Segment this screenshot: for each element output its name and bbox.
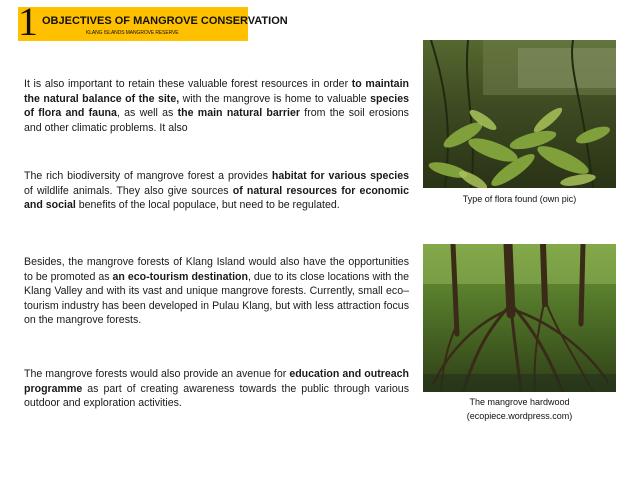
body-text: Besides, the mangrove forests of Klang Island would also have the opportunities to be promoted as: [24, 256, 409, 283]
body-text: as part of creating awareness towards the public through various outdoor and exploration activities.: [24, 382, 409, 409]
flora-caption: Type of flora found (own pic): [462, 194, 577, 204]
body-text: with the mangrove is home to valuable: [179, 92, 371, 105]
emphasis-text: the main natural barrier: [177, 107, 300, 119]
body-text: benefits of the local populace, but need to be regulated.: [75, 199, 340, 211]
emphasis-text: of natural resources for economic and social: [24, 184, 410, 211]
paragraph-1: [24, 77, 409, 135]
mangrove-caption-line2: (ecopiece.wordpress.com): [466, 411, 573, 421]
emphasis-text: education and outreach programme: [24, 368, 410, 395]
body-text: , due to its close locations with the Klang Valley and with its vast and unique mangrove forests. Currently, small eco–tourism industry has been developed in Pulau Klang, but with less attraction focus on the mangrove forests.: [24, 270, 409, 326]
flora-photo: [423, 40, 616, 188]
emphasis-text: habitat for various species: [271, 170, 410, 182]
paragraph-4: [24, 367, 409, 411]
page-subtitle: KLANG ISLANDS MANGROVE RESERVE: [86, 30, 179, 36]
page-title: OBJECTIVES OF MANGROVE CONSERVATION: [42, 15, 288, 27]
paragraph-3: [24, 255, 409, 328]
body-text: , as well as: [116, 107, 178, 119]
body-text: from the soil erosions and other climatic problems. It also: [24, 107, 409, 134]
body-text: The rich biodiversity of mangrove forest a provides: [24, 170, 272, 182]
mangrove-photo: [423, 244, 616, 392]
body-text: It is also important to retain these valuable forest resources in order: [24, 78, 352, 90]
mangrove-caption-line1: The mangrove hardwood: [469, 397, 570, 407]
paragraph-2: [24, 169, 409, 213]
emphasis-text: an eco-tourism destination: [112, 270, 248, 283]
emphasis-text: to maintain the natural balance of the site,: [24, 78, 409, 105]
emphasis-text: species of flora and fauna: [24, 92, 409, 119]
body-text: of wildlife animals. They also give sources: [24, 184, 233, 197]
body-text: The mangrove forests would also provide an avenue for: [24, 368, 290, 380]
section-number: 1: [18, 0, 38, 44]
